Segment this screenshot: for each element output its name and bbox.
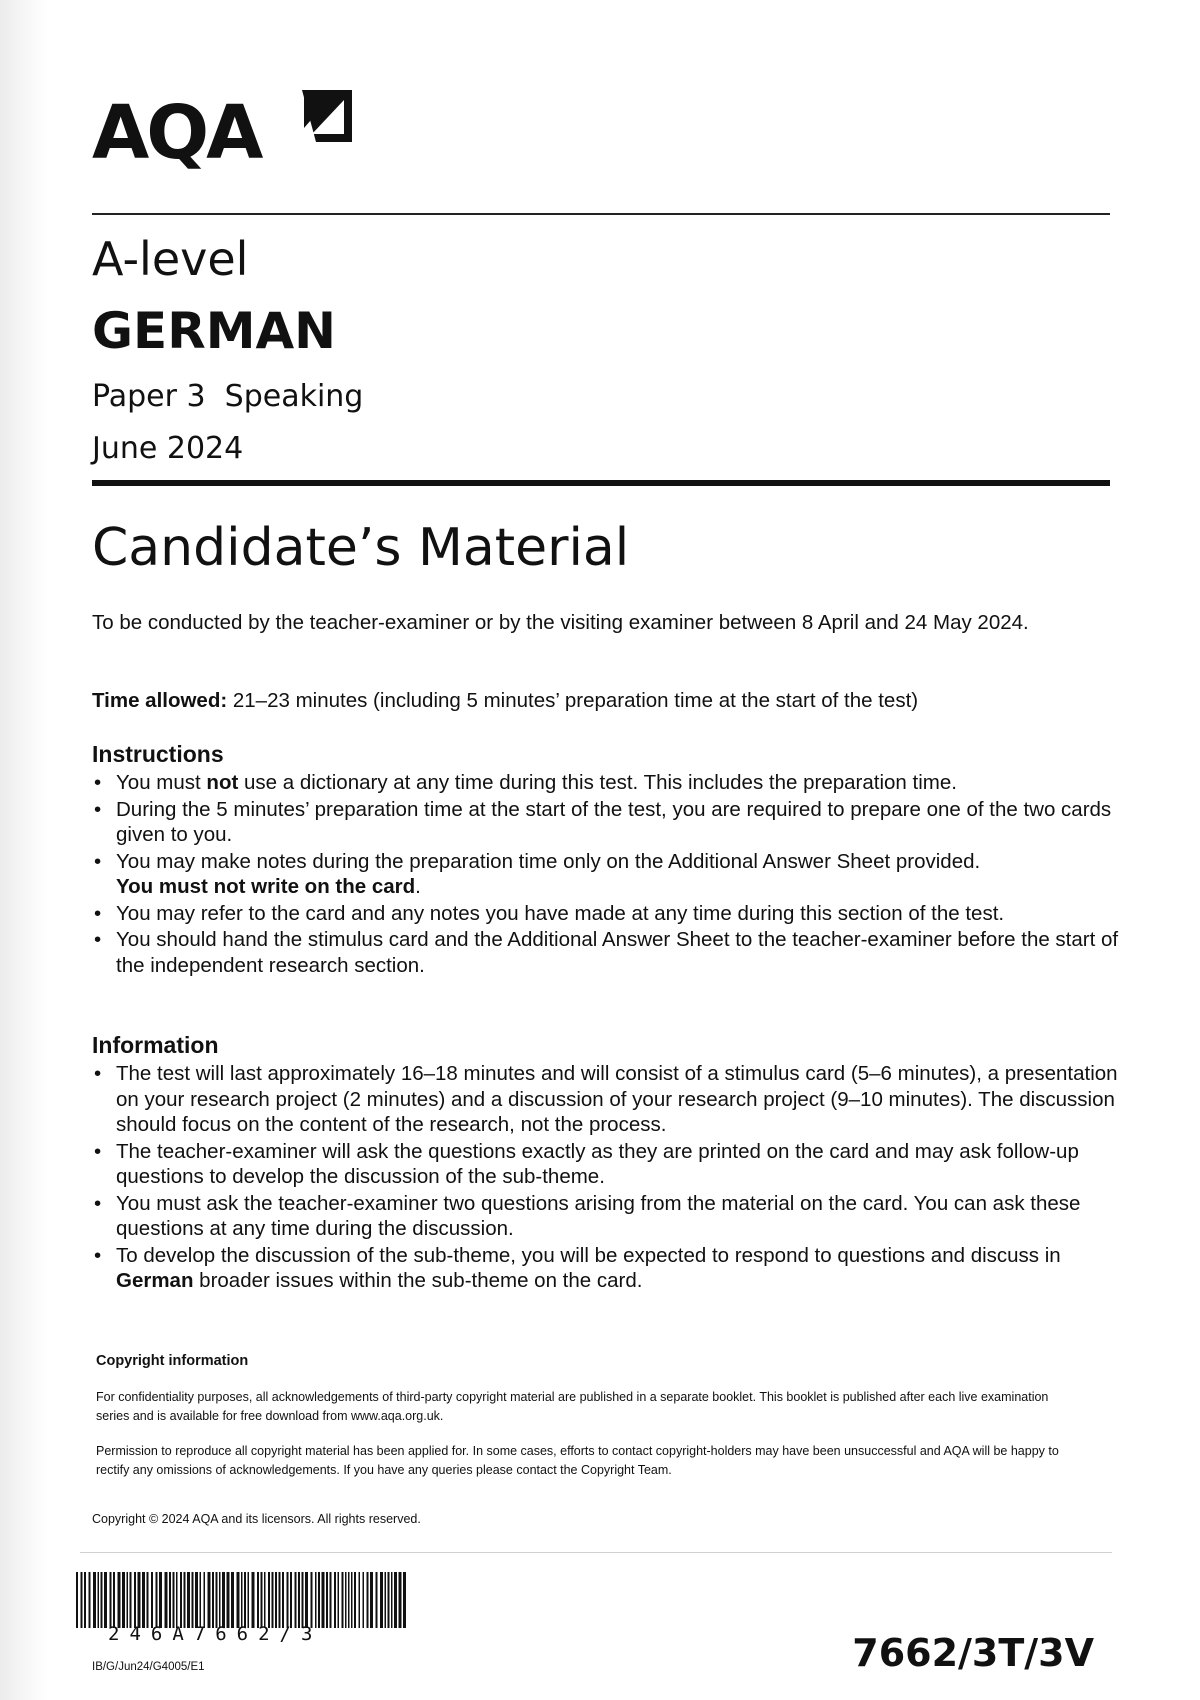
list-item: • You must ask the teacher-examiner two questions arising from the material on the card. You can ask these questions at any time during the discussion.	[116, 1191, 1126, 1242]
barcode-bar	[216, 1572, 218, 1628]
list-item: • To develop the discussion of the sub-theme, you will be expected to respond to questions and discuss in German broader issues within the sub-theme on the card.	[116, 1243, 1126, 1294]
barcode-bar	[165, 1572, 168, 1628]
barcode-bar	[151, 1572, 153, 1628]
list-item: • The test will last approximately 16–18 minutes and will consist of a stimulus card (5–6 minutes), a presentation on your research project (2 minutes) and a discussion of your research project (9–10 minutes). The discussion should focus on the content of the research, not the process.	[116, 1061, 1126, 1138]
barcode-bar	[252, 1572, 255, 1628]
logo-mark-icon	[298, 88, 356, 146]
time-allowed-value: 21–23 minutes (including 5 minutes’ preparation time at the start of the test)	[227, 689, 919, 712]
barcode-bar	[127, 1572, 129, 1628]
barcode-bar	[354, 1572, 356, 1628]
barcode-bar	[399, 1572, 402, 1628]
barcode-bar	[272, 1572, 274, 1628]
barcode-bar	[359, 1572, 361, 1628]
list-item: • You may make notes during the preparation time only on the Additional Answer Sheet provided. You must not write on the card.	[116, 849, 1126, 900]
information-list	[92, 1061, 1126, 1295]
qualification-level: A-level	[92, 232, 249, 286]
barcode-digits: 246A7662/3	[108, 1623, 323, 1645]
copyright-confidentiality: For confidentiality purposes, all acknowledgements of third-party copyright material are published in a separate booklet. This booklet is published after each live examination series and is available for free download from www.aqa.org.uk.	[96, 1390, 1049, 1423]
barcode-bar	[279, 1572, 281, 1628]
paper-name: Paper 3 Speaking	[92, 379, 364, 414]
paper-code: 7662/3T/3V	[852, 1631, 1094, 1675]
barcode-bar	[248, 1572, 250, 1628]
time-allowed-label: Time allowed:	[92, 689, 228, 712]
list-item: • You may refer to the card and any notes you have made at any time during this section of the test.	[116, 901, 1126, 927]
barcode-bar	[237, 1572, 240, 1628]
barcode-bar	[315, 1572, 317, 1628]
copyright-heading: Copyright information	[96, 1353, 249, 1369]
barcode-bar	[231, 1572, 234, 1628]
barcode-bar	[195, 1572, 198, 1628]
barcode-bar	[219, 1572, 221, 1628]
title-rule	[92, 480, 1110, 486]
barcode-bar	[348, 1572, 350, 1628]
copyright-permission: Permission to reproduce all copyright material has been applied for. In some cases, efforts to contact copyright-holders may have been unsuccessful and AQA will be happy to rectify any omissions of acknowledgements. If you have any queries please contact the Copyright Team.	[96, 1444, 1059, 1477]
barcode-bar	[208, 1572, 211, 1628]
barcode-bar	[391, 1572, 393, 1628]
barcode-bar	[241, 1572, 243, 1628]
barcode-bar	[388, 1572, 390, 1628]
barcode-bar	[81, 1572, 83, 1628]
copyright-notice: Copyright © 2024 AQA and its licensors. All rights reserved.	[92, 1512, 421, 1526]
barcode-bar	[244, 1572, 246, 1628]
barcode-bar	[98, 1572, 100, 1628]
barcode-bar	[159, 1572, 162, 1628]
barcode-bar	[385, 1572, 387, 1628]
barcode-bar	[334, 1572, 336, 1628]
barcode	[76, 1572, 406, 1628]
barcode-bar	[290, 1572, 292, 1628]
barcode-bar	[200, 1572, 202, 1628]
barcode-bar	[113, 1572, 115, 1628]
barcode-bar	[318, 1572, 320, 1628]
barcode-bar	[351, 1572, 353, 1628]
barcode-bar	[227, 1572, 230, 1628]
barcode-bar	[305, 1572, 308, 1628]
barcode-bar	[176, 1572, 178, 1628]
information-heading: Information	[92, 1032, 219, 1058]
barcode-bar	[367, 1572, 369, 1628]
instructions-list	[92, 770, 1126, 979]
barcode-bar	[147, 1572, 149, 1628]
barcode-bar	[330, 1572, 332, 1628]
aqa-logo	[92, 88, 362, 184]
barcode-bar	[212, 1572, 214, 1628]
barcode-bar	[130, 1572, 132, 1628]
barcode-bar	[138, 1572, 141, 1628]
barcode-bar	[89, 1572, 91, 1628]
barcode-bar	[338, 1572, 340, 1628]
barcode-bar	[376, 1572, 378, 1628]
barcode-bar	[403, 1572, 406, 1628]
barcode-bar	[192, 1572, 194, 1628]
barcode-bar	[322, 1572, 325, 1628]
conducted-note: To be conducted by the teacher-examiner or by the visiting examiner between 8 April and 24 May 2024.	[92, 611, 1029, 634]
barcode-bar	[370, 1572, 373, 1628]
barcode-bar	[101, 1572, 103, 1628]
footer-rule	[80, 1552, 1112, 1553]
barcode-bar	[104, 1572, 107, 1628]
barcode-bar	[295, 1572, 297, 1628]
barcode-bar	[204, 1572, 206, 1628]
list-item: • You should hand the stimulus card and the Additional Answer Sheet to the teacher-examiner before the start of the independent research section.	[116, 927, 1126, 978]
instructions-heading: Instructions	[92, 741, 224, 767]
barcode-bar	[156, 1572, 158, 1628]
list-item: • You must not use a dictionary at any time during this test. This includes the preparation time.	[116, 770, 1126, 796]
barcode-bar	[326, 1572, 328, 1628]
barcode-bar	[187, 1572, 190, 1628]
barcode-bar	[76, 1572, 78, 1628]
list-item: • During the 5 minutes’ preparation time at the start of the test, you are required to prepare one of the two cards given to you.	[116, 797, 1126, 848]
barcode-bar	[118, 1572, 121, 1628]
barcode-bar	[275, 1572, 277, 1628]
barcode-bar	[394, 1572, 397, 1628]
barcode-bar	[363, 1572, 365, 1628]
barcode-bar	[264, 1572, 266, 1628]
barcode-bar	[298, 1572, 300, 1628]
barcode-bar	[268, 1572, 270, 1628]
barcode-bar	[311, 1572, 313, 1628]
barcode-bar	[302, 1572, 304, 1628]
barcode-bar	[261, 1572, 263, 1628]
barcode-bar	[173, 1572, 175, 1628]
barcode-bar	[380, 1572, 383, 1628]
barcode-bar	[222, 1572, 225, 1628]
time-allowed	[92, 688, 1092, 714]
header-rule	[92, 213, 1110, 215]
barcode-bar	[180, 1572, 182, 1628]
barcode-bar	[345, 1572, 347, 1628]
barcode-bar	[93, 1572, 96, 1628]
barcode-bar	[142, 1572, 145, 1628]
barcode-bar	[287, 1572, 289, 1628]
barcode-bar	[84, 1572, 86, 1628]
scan-shadow	[0, 0, 48, 1700]
barcode-bar	[257, 1572, 259, 1628]
barcode-bar	[342, 1572, 344, 1628]
barcode-bar	[122, 1572, 125, 1628]
barcode-bar	[110, 1572, 112, 1628]
exam-date: June 2024	[92, 431, 244, 466]
barcode-bar	[134, 1572, 136, 1628]
barcode-bar	[184, 1572, 186, 1628]
document-reference: IB/G/Jun24/G4005/E1	[92, 1661, 205, 1673]
barcode-bar	[282, 1572, 284, 1628]
barcode-bar	[169, 1572, 171, 1628]
logo-wordmark: AQA	[92, 90, 261, 176]
subject-title: GERMAN	[92, 302, 336, 360]
page-title: Candidate’s Material	[92, 518, 630, 578]
list-item: • The teacher-examiner will ask the questions exactly as they are printed on the card and may ask follow-up questions to develop the discussion of the sub-theme.	[116, 1139, 1126, 1190]
